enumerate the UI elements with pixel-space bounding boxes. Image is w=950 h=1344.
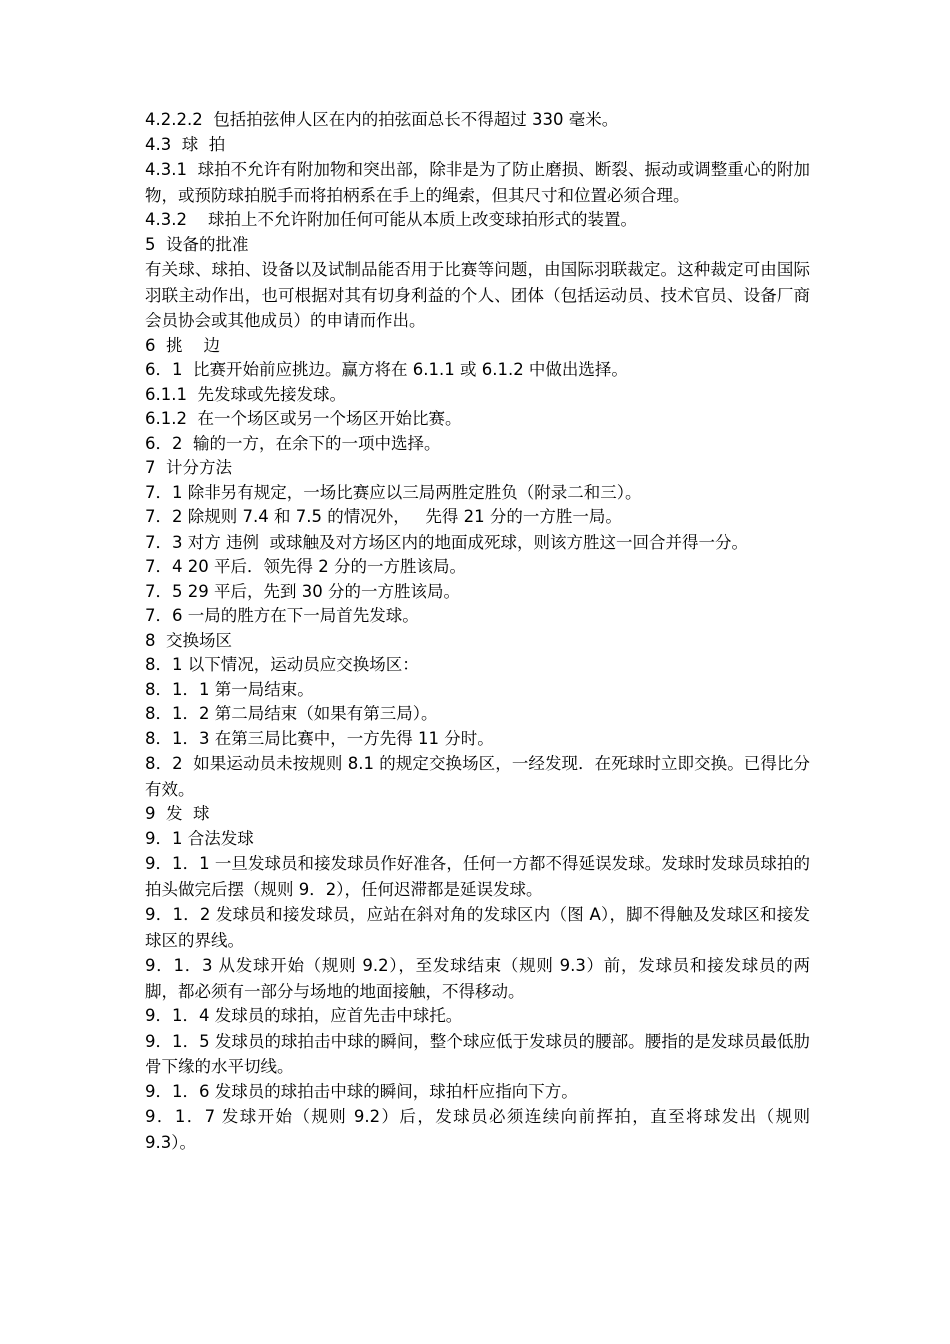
- text-line: 4.2.2.2 包括拍弦伸人区在内的拍弦面总长不得超过 330 毫米。: [145, 110, 619, 129]
- text-line: 6．2 输的一方，在余下的一项中选择。: [145, 433, 441, 453]
- section-heading: 4.3 球 拍: [145, 134, 226, 154]
- text-paragraph: 9．1．2 发球员和接发球员，应站在斜对角的发球区内（图 A），脚不得触及发球区和接发球区的界线。: [145, 905, 810, 950]
- text-line: 7．2 除规则 7.4 和 7.5 的情况外， 先得 21 分的一方胜一局。: [145, 507, 622, 526]
- text-paragraph: 有关球、球拍、设备以及试制品能否用于比赛等问题，由国际羽联裁定。这种裁定可由国际羽联主动作出，也可根据对其有切身利益的个人、团体（包括运动员、技术官员、设备厂商会员协会或其他成员）的申请而作出。: [145, 260, 810, 330]
- text-line: 7．5 29 平后，先到 30 分的一方胜该局。: [145, 581, 460, 601]
- text-line: 7．4 20 平后．领先得 2 分的一方胜该局。: [145, 557, 466, 576]
- text-line: 9．1．6 发球员的球拍击中球的瞬间，球拍杆应指向下方。: [145, 1081, 578, 1101]
- text-paragraph: 8．2 如果运动员未按规则 8.1 的规定交换场区，一经发现．在死球时立即交换。已得比分有效。: [145, 754, 810, 799]
- text-line: 6.1.1 先发球或先接发球。: [145, 384, 346, 404]
- text-paragraph: 7．3 对方 违例 或球触及对方场区内的地面成死球，则该方胜这一回合并得一分。: [145, 532, 748, 552]
- section-heading: 6 挑 边: [145, 335, 220, 355]
- text-paragraph: 9．1．1 一旦发球员和接发球员作好准各，任何一方都不得延误发球。发球时发球员球拍的拍头做完后摆（规则 9．2），任何迟滞都是延误发球。: [145, 854, 810, 899]
- text-line: 4.3.2 球拍上不允许附加任何可能从本质上改变球拍形式的装置。: [145, 210, 637, 229]
- text-line: 6.1.2 在一个场区或另一个场区开始比赛。: [145, 409, 462, 428]
- section-heading: 7 计分方法: [145, 458, 232, 477]
- text-paragraph: 9．1．3 从发球开始（规则 9.2），至发球结束（规则 9.3）前，发球员和接发球员的两脚，都必须有一部分与场地的地面接触，不得移动。: [145, 956, 810, 1001]
- text-paragraph: 9．1．5 发球员的球拍击中球的瞬间，整个球应低于发球员的腰部。腰指的是发球员最低肋骨下缘的水平切线。: [145, 1031, 810, 1076]
- text-line: 9．1．4 发球员的球拍，应首先击中球托。: [145, 1006, 463, 1025]
- text-paragraph: 9．1．7 发球开始（规则 9.2）后，发球员必须连续向前挥拍，直至将球发出（规则 9.3）。: [145, 1107, 816, 1152]
- text-line: 8．1．2 第二局结束（如果有第三局）。: [145, 704, 438, 723]
- text-line: 9．1 合法发球: [145, 828, 254, 848]
- text-line: 8．1．1 第一局结束。: [145, 679, 314, 699]
- section-heading: 8 交换场区: [145, 630, 232, 650]
- text-paragraph: 4.3.1 球拍不允许有附加物和突出部，除非是为了防止磨损、断裂、振动或调整重心的附加物，或预防球拍脱手而将拍柄系在手上的绳索，但其尺寸和位置必须合理。: [145, 160, 810, 205]
- document-body: [145, 108, 816, 1155]
- text-line: 7．1 除非另有规定，一场比赛应以三局两胜定胜负（附录二和三）。: [145, 482, 642, 502]
- text-line: 8．1．3 在第三局比赛中，一方先得 11 分时。: [145, 728, 494, 748]
- section-heading: 9 发 球: [145, 804, 210, 823]
- text-line: 8．1 以下情况，运动员应交换场区：: [145, 655, 419, 674]
- text-line: 6．1 比赛开始前应挑边。赢方将在 6.1.1 或 6.1.2 中做出选择。: [145, 360, 628, 379]
- text-line: 7．6 一局的胜方在下一局首先发球。: [145, 606, 419, 625]
- section-heading: 5 设备的批准: [145, 234, 249, 254]
